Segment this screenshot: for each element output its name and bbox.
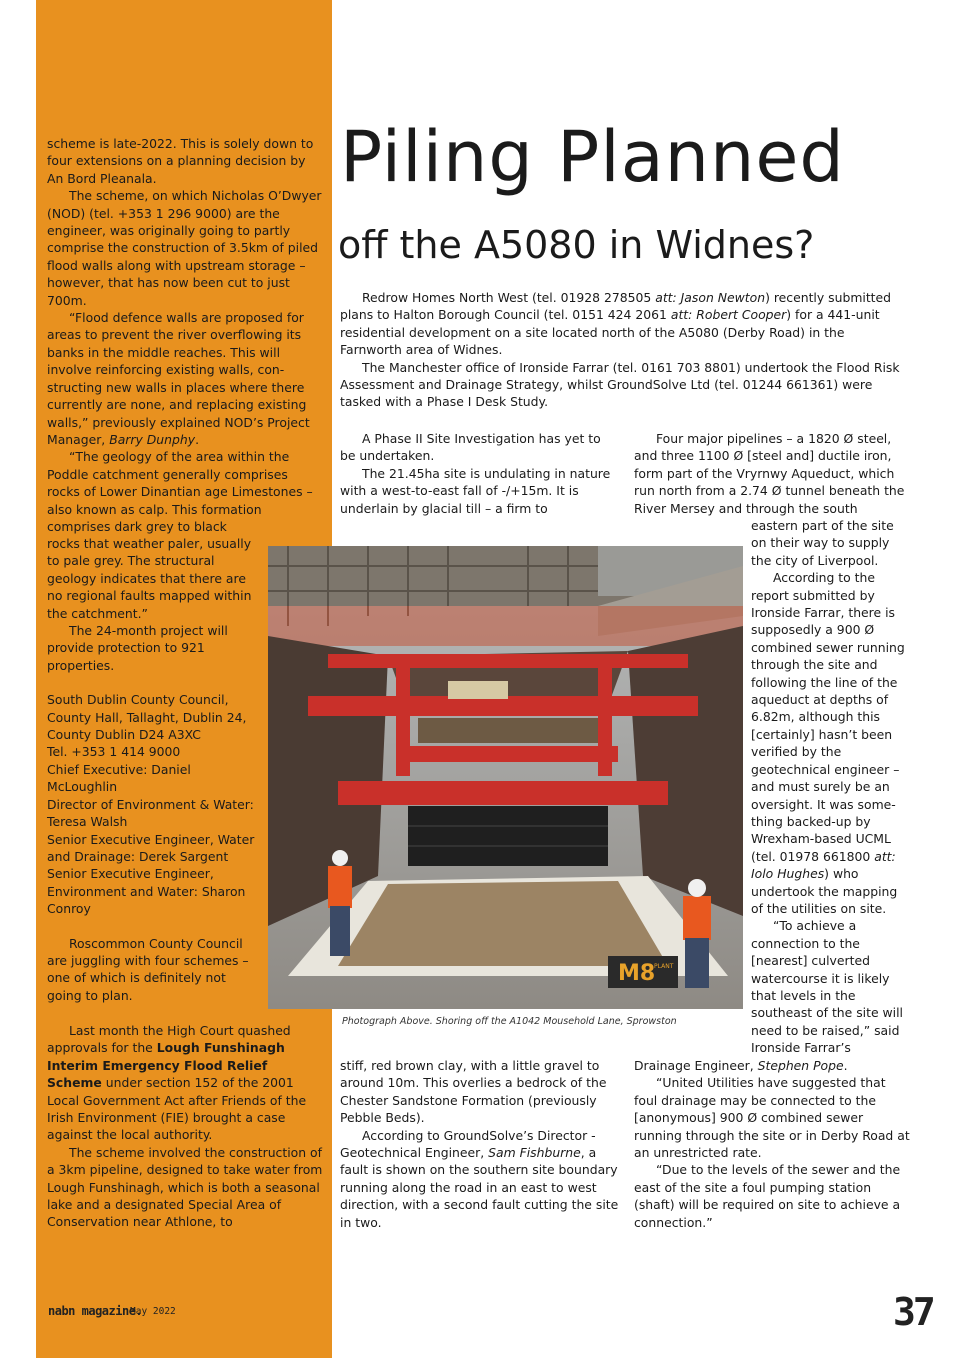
left-column-narrow <box>47 535 262 1004</box>
right-p2-a: According to the report submitted by Ironside Farrar, there is supposedly a 900 Ø combined sewer running through the site and following the line of the aqueduct at depths of 6.82m, although this [certainly] hasn’t been verified by the geotechnical engineer – and must surely be an oversight. It was some-thing backed-up by Wrexham-based UCML (tel. 01978 661800 <box>751 570 905 864</box>
middle-column-top <box>340 430 615 517</box>
article-title: Piling Planned <box>340 116 845 198</box>
right-paragraph-3: “To achieve a connection to the [nearest] culverted watercourse it is likely that levels in the southeast of the site will need to be raised,” said Ironside Farrar’s <box>751 918 904 1056</box>
intro-block <box>340 289 906 411</box>
right-paragraph-3-cont: Drainage Engineer, Stephen Pope. <box>634 1058 848 1073</box>
right-paragraph-2 <box>751 569 911 917</box>
middle-paragraph-1: A Phase II Site Investigation has yet to be undertaken. <box>340 431 601 464</box>
intro-att-2: att: Robert Cooper <box>670 307 787 323</box>
article-subtitle: off the A5080 in Widnes? <box>338 223 815 267</box>
issue-date: May 2022 <box>130 1306 176 1317</box>
p7-text-b: under section 152 of the 2001 Local Government Act after Friends of the Irish Environment (FIE) brought a case against the local authority. <box>47 1075 307 1143</box>
right-paragraph-1a: Four major pipelines – a 1820 Ø steel, and three 1100 Ø [steel and] ductile iron, form part of the Vryrnwy Aqueduct, which run north from a 2.74 Ø tunnel beneath the River Mersey and through the south <box>634 431 905 516</box>
contact-line: Director of Environment & Water: Teresa Walsh <box>47 796 254 830</box>
left-paragraph-4a: “The geology of the area within the Poddle catchment generally comprises rocks of Lower Dinantian age Limestones – also known as calp. This formation comprises dark grey to black <box>47 449 313 534</box>
right-column-top <box>634 430 906 517</box>
middle-paragraph-2-cont: stiff, red brown clay, with a little gravel to around 10m. This overlies a bedrock of the Chester Sandstone Formation (previously Pebble Beds). <box>340 1058 607 1126</box>
left-paragraph-6: Roscommon County Council are juggling with four schemes – one of which is definitely not going to plan. <box>47 935 249 1003</box>
right-paragraph-1b: eastern part of the site on their way to supply the city of Liverpool. <box>751 518 894 568</box>
left-paragraph-3-text: “Flood defence walls are proposed for areas to prevent the river overflowing its banks in the middle reaches. This will involve reinforcing existing walls, con-structing new walls in places where there currently are none, and replacing existing walls,” previously explained NOD’s Project Manager, <box>47 310 310 447</box>
intro-paragraph-2: The Manchester office of Ironside Farrar (tel. 0161 703 8801) undertook the Flood Risk Assessment and Drainage Strategy, whilst GroundSolve Ltd (tel. 01244 661361) were tasked with a Phase I Desk Study. <box>340 359 900 410</box>
intro-att-1: att: Jason Newton <box>655 290 766 305</box>
contact-line: Senior Executive Engineer, Environment and Water: Sharon Conroy <box>47 866 246 917</box>
right-p3-cont: Drainage Engineer, <box>634 1058 758 1073</box>
intro-text-c: ) for a 441-unit residential development on a site located north of the A5080 (Derby Road) in the Farnworth area of Widnes. <box>340 307 880 358</box>
person-name: Stephen Pope <box>757 1058 844 1073</box>
contact-block <box>47 691 262 917</box>
right-p2-b: ) who undertook the mapping of the utilities on site. <box>751 866 898 916</box>
plant-logo-text: M8 <box>618 961 656 986</box>
page-number: 37 <box>893 1290 933 1334</box>
left-paragraph-3: “Flood defence walls are proposed for areas to prevent the river overflowing its banks in the middle reaches. This will involve reinforcing existing walls, con-structing new walls in places where there currently are none, and replacing existing walls,” previously explained NOD’s Project Manager, Barry Dunphy. <box>47 310 310 447</box>
intro-paragraph-1 <box>340 289 906 359</box>
left-paragraph-4b: rocks that weather paler, usually to pale grey. The structural geology indicates that there are no regional faults mapped within the catchment.” <box>47 536 252 621</box>
p7-text-a: Last month the High Court quashed approvals for the <box>47 1023 291 1056</box>
intro-text-b: ) recently submitted plans to Halton Borough Council (tel. 0151 424 2061 <box>340 290 892 323</box>
left-paragraph-8: The scheme involved the construction of a 3km pipeline, designed to take water from Lough Funshinagh, which is both a seasonal lake and a designated Special Area of Conservation near Athlone, to <box>47 1144 323 1230</box>
right-att: att: Iolo Hughes <box>751 848 896 882</box>
right-paragraph-5: “Due to the levels of the sewer and the east of the site a foul pumping station (shaft) will be required on site to achieve a connection.” <box>634 1162 901 1230</box>
scheme-name-bold: Lough Funshinagh Interim Emergency Flood Relief Scheme <box>47 1040 285 1091</box>
left-paragraph-2: The scheme, on which Nicholas O’Dwyer (NOD) (tel. +353 1 296 9000) are the engineer, was originally going to partly comprise the construction of 3.5km of piled flood walls along with upstream storage – however, that has now been cut to just 700m. <box>47 188 322 308</box>
right-column-bottom <box>634 1057 910 1231</box>
person-name: Sam Fishburne <box>488 1145 581 1161</box>
person-name: Barry Dunphy <box>109 431 196 447</box>
left-column <box>47 135 324 535</box>
right-paragraph-4: “United Utilities have suggested that foul drainage may be connected to the [anonymous] 900 Ø combined sewer running through the site or in Derby Road at an unrestricted rate. <box>634 1075 910 1161</box>
left-paragraph-7 <box>47 1022 324 1144</box>
photo-caption: Photograph Above. Shoring off the A1042 Mousehold Lane, Sprowston <box>342 1016 677 1027</box>
left-paragraph-5: The 24-month project will provide protection to 921 properties. <box>47 623 228 673</box>
magazine-name: nabn magazine. <box>48 1304 143 1318</box>
right-column-narrow <box>751 517 911 1057</box>
mid-p3-b: , a fault is shown on the southern site boundary running along the road in an east to west direction, with a second fault cutting the site in two. <box>340 1145 619 1230</box>
contact-line: Tel. +353 1 414 9000 <box>47 744 181 760</box>
middle-paragraph-2: The 21.45ha site is undulating in nature with a west-to-east fall of -/+15m. It is underlain by glacial till – a firm to <box>340 465 611 516</box>
plant-logo-sub: PLANT <box>654 963 674 970</box>
mid-p3-a: According to GroundSolve’s Director - Geotechnical Engineer, <box>340 1127 596 1161</box>
contact-line: Chief Executive: Daniel McLoughlin <box>47 761 191 795</box>
contact-line: South Dublin County Council, <box>47 692 229 708</box>
intro-text-a: Redrow Homes North West (tel. 01928 278505 <box>362 290 656 305</box>
left-paragraph-1: scheme is late-2022. This is solely down to four extensions on a planning decision by An Bord Pleanala. <box>47 136 314 186</box>
middle-paragraph-3 <box>340 1127 620 1231</box>
contact-line: County Dublin D24 A3XC <box>47 727 201 743</box>
construction-photo <box>268 546 743 1009</box>
middle-column-bottom <box>340 1057 620 1231</box>
left-column-lower <box>47 1022 324 1231</box>
contact-line: County Hall, Tallaght, Dublin 24, <box>47 709 247 725</box>
contact-line: Senior Executive Engineer, Water and Drainage: Derek Sargent <box>47 831 255 864</box>
